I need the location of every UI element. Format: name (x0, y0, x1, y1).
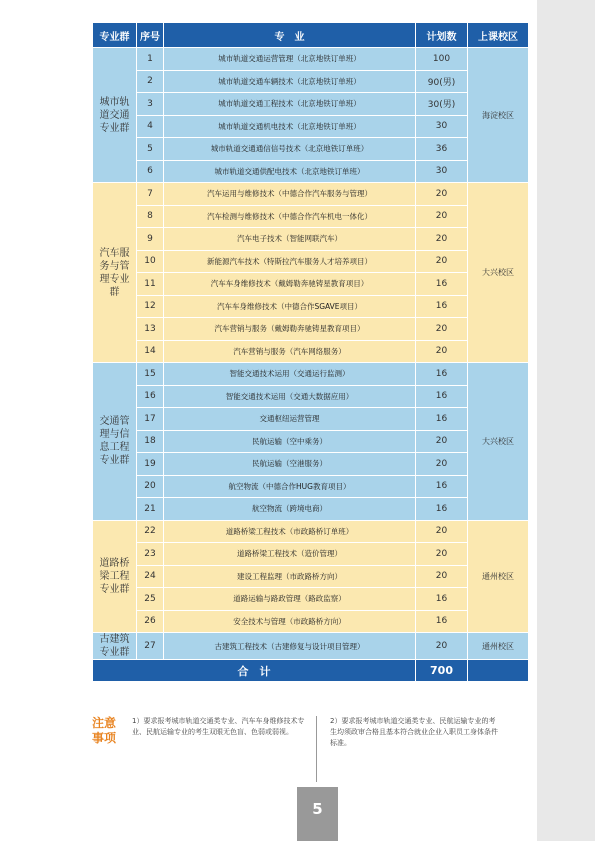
major-name: 智能交通技术运用（交通运行监测） (164, 363, 416, 386)
table-row (93, 228, 529, 251)
major-name: 民航运输（空港服务） (164, 453, 416, 476)
row-number: 27 (137, 633, 164, 660)
table-row (93, 205, 529, 228)
campus-cell: 通州校区 (468, 520, 529, 633)
row-number: 19 (137, 453, 164, 476)
plan-count: 20 (416, 430, 468, 453)
major-name: 安全技术与管理（市政路桥方向） (164, 610, 416, 633)
table-row (93, 318, 529, 341)
total-row (93, 660, 529, 682)
note-item-2: 2）要求报考城市轨道交通类专业、民航运输专业的考生均须政审合格且基本符合就业企业入职员工身体条件标准。 (330, 717, 498, 747)
row-number: 20 (137, 475, 164, 498)
plan-count: 20 (416, 205, 468, 228)
plan-count: 20 (416, 565, 468, 588)
notes-divider (316, 716, 317, 782)
table-row (93, 340, 529, 363)
table-row (93, 565, 529, 588)
table-row (93, 475, 529, 498)
row-number: 13 (137, 318, 164, 341)
table-row (93, 273, 529, 296)
group-name: 道路桥梁工程专业群 (99, 557, 130, 595)
major-name: 城市轨道交通机电技术（北京地铁订单班） (164, 115, 416, 138)
table-header-row (93, 23, 529, 48)
row-number: 2 (137, 70, 164, 93)
row-number: 9 (137, 228, 164, 251)
group-name: 交通管理与信息工程专业群 (99, 416, 130, 467)
campus-cell: 海淀校区 (468, 48, 529, 183)
plan-count: 16 (416, 273, 468, 296)
major-name: 汽车电子技术（智能网联汽车） (164, 228, 416, 251)
table-row (93, 430, 529, 453)
plan-count: 36 (416, 138, 468, 161)
page-number: 5 (297, 787, 338, 841)
plan-count: 20 (416, 183, 468, 206)
table-row (93, 160, 529, 183)
plan-count: 16 (416, 588, 468, 611)
row-number: 24 (137, 565, 164, 588)
table-row (93, 633, 529, 660)
plan-count: 20 (416, 633, 468, 660)
group-name-cell (93, 633, 137, 660)
row-number: 3 (137, 93, 164, 116)
major-name: 汽车营销与服务（汽车网络服务） (164, 340, 416, 363)
table-row (93, 183, 529, 206)
row-number: 12 (137, 295, 164, 318)
row-number: 11 (137, 273, 164, 296)
table-row (93, 115, 529, 138)
major-name: 道路运输与路政管理（路政监察） (164, 588, 416, 611)
table-row (93, 363, 529, 386)
total-value: 700 (416, 660, 468, 682)
major-name: 汽车营销与服务（戴姆勒奔驰铸星教育项目） (164, 318, 416, 341)
table-row (93, 520, 529, 543)
header-campus: 上课校区 (468, 23, 529, 48)
note-item-1: 1）要求报考城市轨道交通类专业、汽车车身维修技术专业、民航运输专业的考生双眼无色盲、色弱或弱视。 (132, 717, 305, 736)
plan-count: 16 (416, 408, 468, 431)
table-row (93, 543, 529, 566)
row-number: 7 (137, 183, 164, 206)
row-number: 23 (137, 543, 164, 566)
major-name: 汽车车身维修技术（中德合作SGAVE项目） (164, 295, 416, 318)
major-name: 道路桥梁工程技术（市政路桥订单班） (164, 520, 416, 543)
row-number: 18 (137, 430, 164, 453)
table-row (93, 295, 529, 318)
plan-count: 30 (416, 160, 468, 183)
plan-count: 20 (416, 318, 468, 341)
major-name: 城市轨道交通车辆技术（北京地铁订单班） (164, 70, 416, 93)
header-group: 专业群 (93, 23, 137, 48)
campus-cell: 大兴校区 (468, 183, 529, 363)
plan-count: 16 (416, 295, 468, 318)
plan-count: 20 (416, 520, 468, 543)
plan-count: 20 (416, 340, 468, 363)
total-label: 合 计 (93, 660, 416, 682)
major-name: 城市轨道交通供配电技术（北京地铁订单班） (164, 160, 416, 183)
group-name-cell (93, 520, 137, 633)
table-row (93, 385, 529, 408)
plan-count: 16 (416, 498, 468, 521)
table-row (93, 588, 529, 611)
group-name-cell (93, 363, 137, 521)
plan-count: 16 (416, 610, 468, 633)
row-number: 16 (137, 385, 164, 408)
table-row (93, 408, 529, 431)
major-name: 汽车检测与维修技术（中德合作汽车机电一体化） (164, 205, 416, 228)
row-number: 14 (137, 340, 164, 363)
major-name: 城市轨道交通运营管理（北京地铁订单班） (164, 48, 416, 71)
plan-count: 16 (416, 385, 468, 408)
major-name: 城市轨道交通通信信号技术（北京地铁订单班） (164, 138, 416, 161)
notes-title: 注意事项 (92, 716, 117, 745)
group-name: 汽车服务与管理专业群 (99, 247, 130, 298)
row-number: 26 (137, 610, 164, 633)
table-row (93, 250, 529, 273)
total-blank (468, 660, 529, 682)
plan-count: 20 (416, 543, 468, 566)
major-name: 城市轨道交通工程技术（北京地铁订单班） (164, 93, 416, 116)
table-row (93, 138, 529, 161)
campus-cell: 通州校区 (468, 633, 529, 660)
table-row (93, 93, 529, 116)
plan-count: 30 (416, 115, 468, 138)
header-number: 序号 (137, 23, 164, 48)
group-name-cell (93, 48, 137, 183)
row-number: 15 (137, 363, 164, 386)
table-body (93, 48, 529, 660)
header-plan-count: 计划数 (416, 23, 468, 48)
major-name: 新能源汽车技术（特斯拉汽车服务人才培养项目） (164, 250, 416, 273)
header-major: 专 业 (164, 23, 416, 48)
major-name: 智能交通技术运用（交通大数据应用） (164, 385, 416, 408)
plan-count: 30(男) (416, 93, 468, 116)
row-number: 21 (137, 498, 164, 521)
row-number: 8 (137, 205, 164, 228)
plan-count: 20 (416, 453, 468, 476)
major-name: 建设工程监理（市政路桥方向） (164, 565, 416, 588)
plan-count: 20 (416, 250, 468, 273)
notes-section (92, 716, 528, 786)
plan-count: 16 (416, 363, 468, 386)
campus-cell: 大兴校区 (468, 363, 529, 521)
major-name: 道路桥梁工程技术（造价管理） (164, 543, 416, 566)
row-number: 22 (137, 520, 164, 543)
row-number: 4 (137, 115, 164, 138)
table-row (93, 498, 529, 521)
table-row (93, 48, 529, 71)
row-number: 6 (137, 160, 164, 183)
table-row (93, 70, 529, 93)
row-number: 10 (137, 250, 164, 273)
major-name: 汽车运用与维修技术（中德合作汽车服务与管理） (164, 183, 416, 206)
major-name: 民航运输（空中乘务） (164, 430, 416, 453)
plan-count: 20 (416, 228, 468, 251)
row-number: 17 (137, 408, 164, 431)
group-name: 古建筑专业群 (99, 634, 130, 658)
group-name: 城市轨道交通专业群 (99, 96, 130, 134)
major-name: 古建筑工程技术（古建修复与设计项目管理） (164, 633, 416, 660)
major-name: 汽车车身维修技术（戴姆勒奔驰铸星教育项目） (164, 273, 416, 296)
plan-count: 100 (416, 48, 468, 71)
table-row (93, 610, 529, 633)
right-margin-band (537, 0, 595, 841)
enrollment-plan-table (92, 22, 529, 682)
row-number: 5 (137, 138, 164, 161)
row-number: 25 (137, 588, 164, 611)
group-name-cell (93, 183, 137, 363)
major-name: 交通枢纽运营管理 (164, 408, 416, 431)
row-number: 1 (137, 48, 164, 71)
major-name: 航空物流（中德合作HUG教育项目） (164, 475, 416, 498)
major-name: 航空物流（跨境电商） (164, 498, 416, 521)
table-row (93, 453, 529, 476)
plan-count: 16 (416, 475, 468, 498)
plan-count: 90(男) (416, 70, 468, 93)
